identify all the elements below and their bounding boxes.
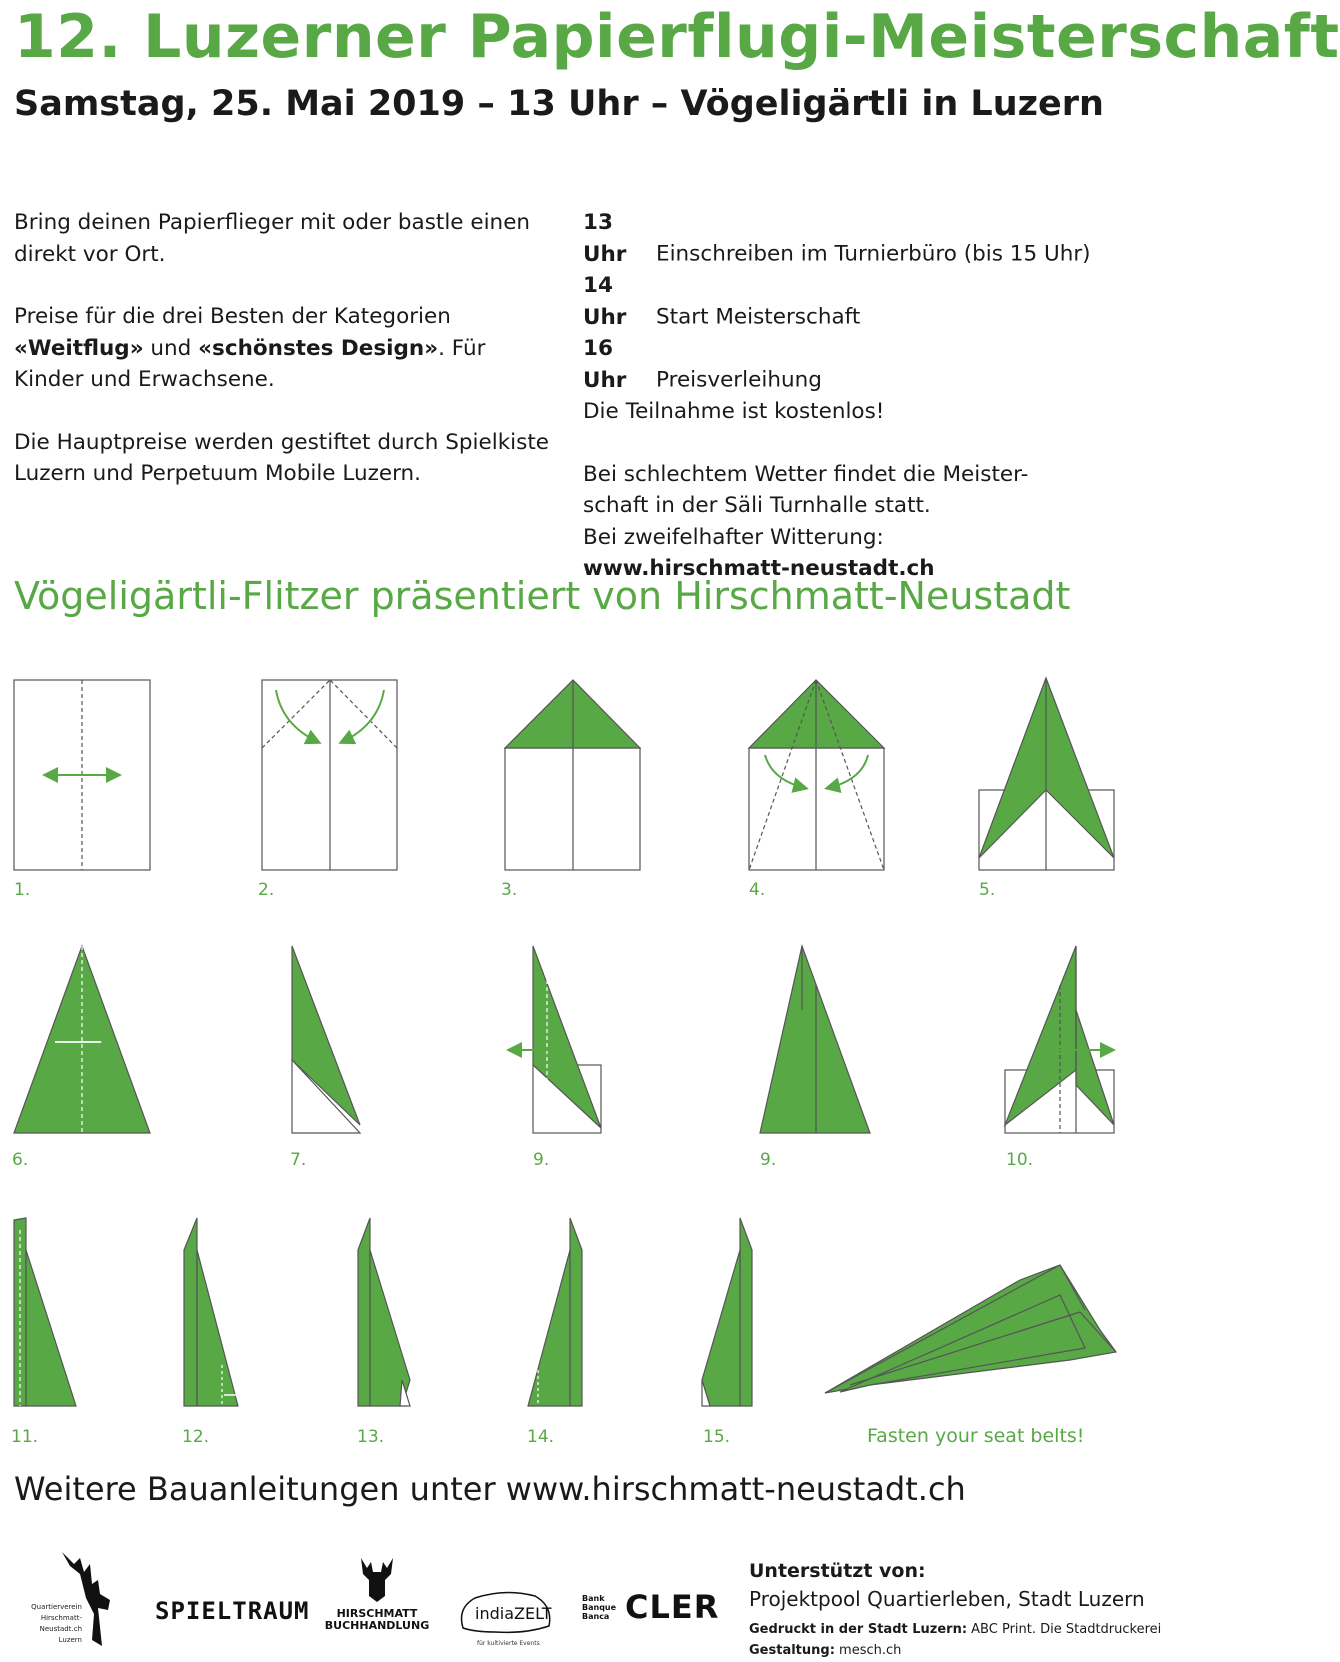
step-10-diagram	[1005, 946, 1114, 1133]
spieltraum-logo: SPIELTRAUM	[155, 1597, 310, 1625]
prize-text: Preise für die drei Besten der Kategorien «Weitflug» und «schönstes Design». Für Kinder und Erwachsene.	[14, 304, 486, 392]
step-label: 14.	[527, 1427, 555, 1447]
step-label: 9.	[760, 1150, 777, 1170]
step-label: 15.	[703, 1427, 731, 1447]
finished-plane-diagram	[825, 1265, 1116, 1393]
weather-text-1: Bei schlechtem Wetter findet die Meister-	[583, 461, 1029, 487]
sponsors-text: Die Hauptpreise werden gestiftet durch Spielkiste Luzern und Perpetuum Mobile Luzern.	[14, 429, 549, 486]
designed-by: Gestaltung: mesch.ch	[749, 1643, 902, 1658]
step-9a-diagram	[510, 946, 601, 1133]
info-right-column	[583, 207, 1163, 585]
info-left-column	[14, 207, 554, 490]
schedule-row: 13 Uhr Einschreiben im Turnierbüro (bis 15 Uhr)	[583, 210, 1091, 267]
stag-icon	[357, 1556, 397, 1604]
step-label: 6.	[12, 1150, 29, 1170]
category-design: «schönstes Design»	[198, 335, 439, 361]
step-label: 7.	[290, 1150, 307, 1170]
step-label: 3.	[501, 880, 518, 900]
cler-logo: CLER	[625, 1588, 720, 1626]
step-4-diagram	[749, 680, 884, 870]
bank-label: Bank Banque Banca	[582, 1594, 617, 1621]
step-1-diagram	[14, 680, 150, 870]
quartierverein-logo: Quartierverein Hirschmatt-Neustadt.ch Luzern	[0, 1550, 130, 1650]
more-instructions-link[interactable]: www.hirschmatt-neustadt.ch	[505, 1470, 966, 1508]
step-3-diagram	[505, 680, 640, 870]
seatbelts-caption: Fasten your seat belts!	[867, 1425, 1085, 1447]
section-title-instructions: Vögeligärtli-Flitzer präsentiert von Hirschmatt-Neustadt	[14, 574, 1071, 618]
step-15-diagram	[702, 1218, 752, 1406]
weather-text-3: Bei zweifelhafter Witterung:	[583, 524, 884, 550]
step-12-diagram	[184, 1218, 238, 1406]
poster-subtitle: Samstag, 25. Mai 2019 – 13 Uhr – Vögeligärtli in Luzern	[14, 84, 1104, 124]
step-6-diagram	[14, 946, 150, 1133]
schedule-row: 14 Uhr Start Meisterschaft	[583, 273, 861, 330]
more-instructions: Weitere Bauanleitungen unter www.hirschmatt-neustadt.ch	[14, 1470, 966, 1508]
step-label: 9.	[533, 1150, 550, 1170]
step-label: 10.	[1006, 1150, 1034, 1170]
category-weitflug: «Weitflug»	[14, 335, 144, 361]
step-5-diagram	[979, 678, 1114, 870]
weather-text-2: schaft in der Säli Turnhalle statt.	[583, 493, 931, 518]
poster-title: 12. Luzerner Papierflugi-Meisterschaft	[14, 2, 1340, 72]
indiazelt-logo: indiaZELT für kultivierte Events	[455, 1588, 555, 1638]
website-link[interactable]: www.hirschmatt-neustadt.ch	[583, 556, 935, 581]
buchhandlung-logo: HIRSCHMATT BUCHHANDLUNG	[322, 1556, 432, 1632]
step-label: 11.	[11, 1427, 39, 1447]
step-label: 12.	[182, 1427, 210, 1447]
support-name: Projektpool Quartierleben, Stadt Luzern	[749, 1587, 1145, 1611]
step-9b-diagram	[760, 946, 870, 1133]
step-label: 1.	[14, 880, 31, 900]
step-label: 2.	[258, 880, 275, 900]
step-label: 5.	[979, 880, 996, 900]
step-7-diagram	[292, 946, 360, 1133]
schedule-row: 16 Uhr Preisverleihung	[583, 336, 822, 393]
support-title: Unterstützt von:	[749, 1560, 926, 1582]
step-11-diagram	[14, 1218, 76, 1406]
step-14-diagram	[528, 1218, 582, 1406]
printed-by: Gedruckt in der Stadt Luzern: ABC Print. Die Stadtdruckerei	[749, 1622, 1162, 1637]
step-label: 13.	[357, 1427, 385, 1447]
intro-text: Bring deinen Papierflieger mit oder bastle einen direkt vor Ort.	[14, 210, 531, 267]
free-entry-text: Die Teilnahme ist kostenlos!	[583, 399, 885, 424]
step-13-diagram	[358, 1218, 410, 1406]
step-2-diagram	[262, 680, 397, 870]
step-label: 4.	[749, 880, 766, 900]
